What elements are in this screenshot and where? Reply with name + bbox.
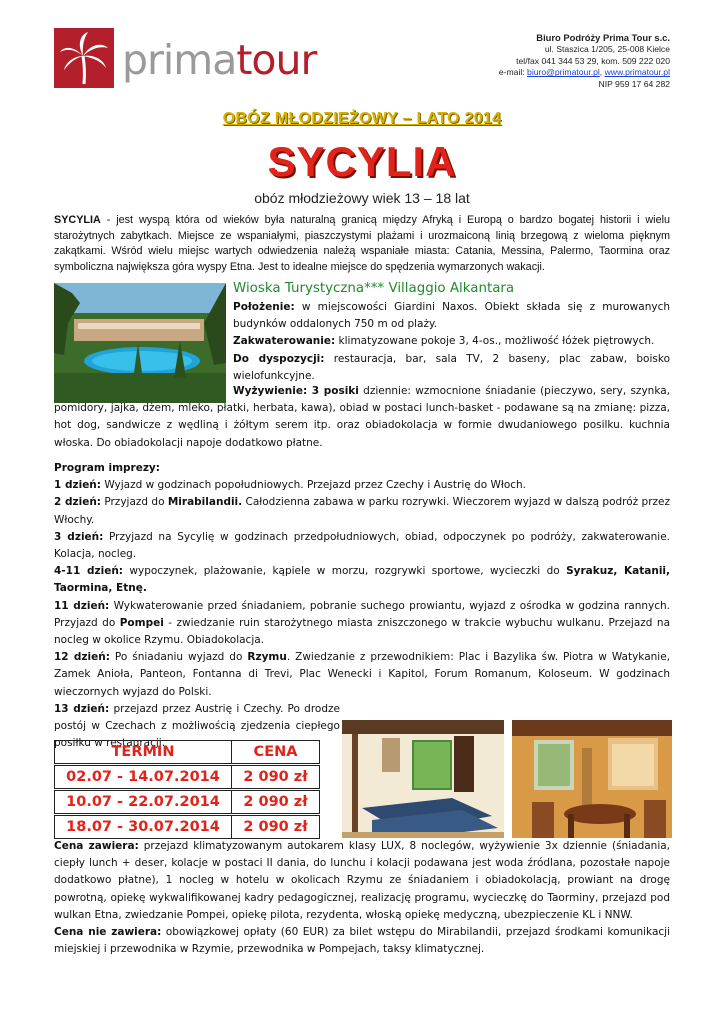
day-text: Przyjazd do — [101, 496, 168, 509]
page-title: SYCYLIA — [267, 138, 457, 185]
company-nip: NIP 959 17 64 282 — [598, 79, 670, 90]
program-section — [54, 460, 670, 752]
company-address: ul. Staszica 1/205, 25-008 Kielce — [544, 43, 670, 54]
palm-logo-icon — [54, 28, 114, 88]
village-title: Wioska Turystyczna*** Villaggio Alkantara — [233, 281, 515, 296]
logo-part-prima: prima — [122, 36, 237, 84]
price-excludes — [54, 924, 670, 958]
term-price: 2 090 zł — [232, 815, 320, 839]
program-heading: Program imprezy: — [54, 462, 160, 474]
excludes-text: obowiązkowej opłaty (60 EUR) za bilet wstępu do Mirabilandii, przejazd środkami komunikacji miejskiej i przewodnika w Rzymie, przewodnika w Pompejach, taksy klimatycznej. — [54, 926, 670, 956]
day-text: przejazd przez Austrię i Czechy. Po drodze postój w Czechach z możliwością zjedzenia ciepłego posiłku w restauracji. — [54, 702, 340, 750]
price-details — [54, 838, 670, 958]
day-label: 2 dzień: — [54, 496, 101, 509]
program-day — [54, 598, 670, 650]
food-label: Wyżywienie: 3 posiki — [233, 385, 359, 397]
day-text: Po śniadaniu wyjazd do — [109, 651, 248, 664]
accommodation-block — [233, 299, 670, 385]
terms-table — [54, 740, 320, 839]
day-highlight: Mirabilandii. — [167, 496, 243, 509]
day-text: Wykwaterowanie przed śniadaniem, pobranie suchego prowiantu, wyjazd z ośrodka w godzina rannych. Przyjazd do — [54, 599, 670, 629]
day-highlight: Rzymu — [247, 651, 287, 664]
day-text: wypoczynek, plażowanie, kąpiele w morzu, rozgrywki sportowe, wycieczki do — [123, 565, 567, 578]
food-text: dziennie: wzmocnione śniadanie (pieczywo, sery, szynka, pomidory, jajka, dżem, mleko, płatki, herbata, kawa), obiad w postaci lunch-basket - podawane są na zmianę: pizza, hot dog, sandwicze z wędliną i żółtym serem itp. oraz obiadokolacja w formie dwudaniowego posilku. kuchnia włoska. Do obiadokolacji napoje dodatkowo płatne. — [54, 385, 670, 449]
day-label: 12 dzień: — [54, 651, 110, 664]
table-row — [55, 790, 320, 815]
contact-separator: , — [599, 67, 605, 78]
intro-paragraph — [54, 213, 670, 275]
includes-label: Cena zawiera: — [54, 840, 139, 852]
column-header-price: CENA — [232, 741, 320, 765]
facilities-label: Do dyspozycji: — [233, 352, 325, 365]
brand-logo — [122, 36, 316, 84]
facilities-text: restauracja, bar, sala TV, 2 baseny, plac zabaw, boisko wielofunkcyjne. — [233, 352, 670, 382]
page-subtitle: OBÓZ MŁODZIEŻOWY – LATO 2014 — [222, 110, 502, 127]
column-header-date: TERMIN — [55, 741, 232, 765]
term-date: 18.07 - 30.07.2014 — [55, 815, 232, 839]
email-link[interactable]: biuro@primatour.pl — [527, 67, 600, 78]
program-day — [54, 529, 670, 563]
term-date: 02.07 - 14.07.2014 — [55, 765, 232, 790]
day-label: 1 dzień: — [54, 479, 101, 492]
rooms-line — [233, 333, 670, 350]
day-highlight: Pompei — [119, 616, 164, 629]
location-text: w miejscowości Giardini Naxos. Obiekt składa się z murowanych budynków oddalonych 750 m od plaży. — [233, 301, 670, 331]
dining-room-photo — [512, 720, 672, 838]
day-label: 4-11 dzień: — [54, 565, 124, 578]
room-photo — [342, 720, 504, 838]
day-text: Przyjazd na Sycylię w godzinach przedpołudniowych, obiad, odpoczynek po podróży, zakwaterowanie. Kolacja, nocleg. — [54, 530, 670, 561]
logo-part-tour: tour — [236, 36, 317, 84]
age-range: obóz młodzieżowy wiek 13 – 18 lat — [254, 190, 470, 206]
program-day — [54, 649, 670, 701]
program-day — [54, 477, 670, 494]
day-text: . Zwiedzanie z przewodnikiem: Plac i Bazylika św. Piotra w Watykanie, Zamek Anioła, Panteon, Fontanna di Trevi, Plac Wenecki i Kapitol, Forum Romanum, Koloseum. W godzinach wieczornych wyjazd do Polski. — [54, 651, 671, 698]
price-includes — [54, 838, 670, 924]
term-price: 2 090 zł — [232, 765, 320, 790]
day-label: 11 dzień: — [54, 599, 110, 612]
table-row — [55, 765, 320, 790]
day-text: Wyjazd w godzinach popołudniowych. Przejazd przez Czechy i Austrię do Włoch. — [100, 479, 527, 492]
day-text: Całodzienna zabawa w parku rozrywki. Wieczorem wyjazd w dalszą podróż przez Włochy. — [54, 496, 671, 526]
company-contact — [370, 67, 670, 79]
day-highlight: Syrakuz, Katanii, Taormina, Etnę. — [54, 565, 671, 595]
term-date: 10.07 - 22.07.2014 — [55, 790, 232, 815]
company-info — [370, 32, 670, 91]
location-line — [233, 299, 670, 333]
intro-text: - jest wyspą która od wieków była naturalną granicą między Afryką i Europą o bardzo bogatej historii i wielu starożytnych zabytkach. Miejsce ze wspaniałymi, piaszczystymi plażami i urozmaiconą linią brzegową z wieloma pięknym zakątkami. Wśród wielu miejsc wartych odwiedzenia należą wspaniałe miasta: Catania, Messina, Palermo, Taormina oraz symboliczna największa góra wyspy Etna. Jest to idealne miejsce do spędzenia wymarzonych wakacji. — [54, 214, 670, 273]
company-phone: tel/fax 041 344 53 29, kom. 509 222 020 — [516, 55, 670, 66]
facilities-line — [233, 351, 670, 385]
program-day — [54, 563, 670, 597]
location-label: Położenie: — [233, 301, 295, 313]
rooms-text: klimatyzowane pokoje 3, 4-os., możliwość łóżek piętrowych. — [335, 335, 655, 348]
table-header-row — [55, 741, 320, 765]
includes-text: przejazd klimatyzowanym autokarem klasy LUX, 8 noclegów, wyżywienie 3x dziennie (śniadania, ciepły lunch + deser, kolacje w postaci II dania, do lunchu i kolacji podawana jest woda źródlana, pozostałe napoje dodatkowo płatne), 1 nocleg w hotelu w okolicach Rzymu ze śniadaniem i obiadokolacją, prowiant na drogę powrotną, opiekę wykwalifikowanej kadry pedagogicznej, realizację programu, wycieczkę do Taorminy, przejazd pod wulkan Etna, zwiedzanie Pompei, opiekę pilota, rezydenta, włoską opiekę medyczną, ubezpieczenie KL i NNW. — [54, 840, 671, 921]
day-label: 3 dzień: — [54, 530, 104, 543]
website-link[interactable]: www.primatour.pl — [604, 67, 670, 78]
program-day — [54, 494, 670, 528]
day-label: 13 dzień: — [54, 702, 110, 715]
table-row — [55, 815, 320, 839]
company-name: Biuro Podróży Prima Tour s.c. — [536, 32, 670, 43]
term-price: 2 090 zł — [232, 790, 320, 815]
intro-lead: SYCYLIA — [54, 214, 101, 226]
day-text: - zwiedzanie ruin starożytnego miasta zniszczonego w trakcie wybuchu wulkanu. Przejazd na nocleg w okolice Rzymu. Obiadokolacja. — [54, 616, 671, 647]
rooms-label: Zakwaterowanie: — [233, 335, 336, 348]
email-label: e-mail: — [498, 67, 528, 78]
food-block — [54, 383, 670, 452]
excludes-label: Cena nie zawiera: — [54, 926, 162, 939]
